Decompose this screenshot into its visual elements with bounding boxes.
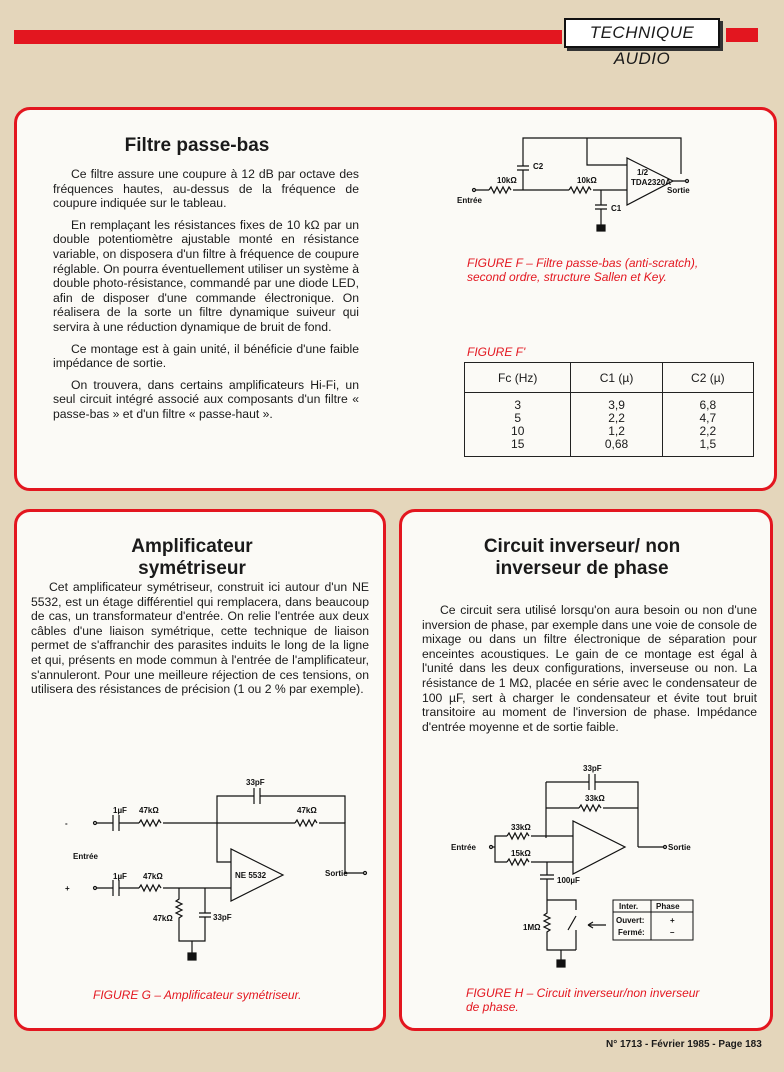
chip-label: 1/2	[637, 168, 649, 177]
phase-value: –	[670, 928, 675, 937]
r-plus-label: 15kΩ	[511, 849, 531, 858]
c2-label: C2	[533, 162, 544, 171]
c1-values: 3,9 2,2 1,2 0,68	[571, 393, 662, 457]
table-header: Fc (Hz)	[465, 363, 571, 393]
figure-g-caption: FIGURE G – Amplificateur symétriseur.	[93, 988, 302, 1002]
output-label: Sortie	[667, 186, 690, 195]
c1-label: C1	[611, 204, 622, 213]
paragraph: On trouvera, dans certains amplificateurs Hi-Fi, un seul circuit intégré associé aux composants d'un filtre « passe-bas » et d'un filtre « passe-haut ».	[53, 377, 359, 421]
r1-label: 10kΩ	[497, 176, 517, 185]
r-in-label: 47kΩ	[139, 806, 159, 815]
figure-f-prime-caption: FIGURE F'	[467, 345, 526, 359]
output-label: Sortie	[325, 869, 348, 878]
c-gnd-label: 33pF	[213, 913, 232, 922]
filtre-text	[53, 167, 359, 429]
r-minus-label: 33kΩ	[511, 823, 531, 832]
inverseur-text	[422, 603, 757, 741]
panel-filtre-passe-bas	[14, 107, 777, 491]
cutoff-table	[464, 362, 754, 457]
chip-label: NE 5532	[235, 871, 267, 880]
header-red-bar	[14, 30, 562, 44]
r2-label: 10kΩ	[577, 176, 597, 185]
ampli-text	[31, 580, 369, 704]
section-label: TECHNIQUE AUDIO	[564, 18, 720, 48]
paragraph: Cet amplificateur symétriseur, construit ici autour d'un NE 5532, est un étage différentiel qui remplacera, dans beaucoup de cas, un transformateur d'entrée. On relie l'entrée aux deux câbles d'une liaison symétrique, cette technique de liaison permet de s'affranchir des parasites induits le long de la ligne et qui, présents en mode commun à l'entrée de l'amplificateur, s'annuleront. Pour une meilleure réjection de ces tensions, on utilisera des résistances de précision (1 ou 2 % par exemple).	[31, 580, 369, 697]
switch-state: Fermé:	[618, 928, 645, 937]
panel-amplificateur	[14, 509, 386, 1031]
table-header: C1 (µ)	[571, 363, 662, 393]
schematic-figure-g	[53, 763, 373, 963]
fc-values: 3 5 10 15	[465, 393, 571, 457]
paragraph: En remplaçant les résistances fixes de 10 kΩ par un double potentiomètre ajustable monté en résistance variable, on disposera d'un filtre à fréquence de coupure réglable. On pourra éventuellement utiliser un système à double photo-résistance, commandé par une diode LED, afin de disposer d'une commande électronique. On réalisera de la sorte un filtre dynamique suiveur qui servira à une réduction dynamique de bruit de fond.	[53, 217, 359, 334]
switch-state: Ouvert:	[616, 916, 645, 925]
cap-label: 100µF	[557, 876, 580, 885]
c2-values: 6,8 4,7 2,2 1,5	[662, 393, 753, 457]
ampli-title: Amplificateur symétriseur	[131, 536, 253, 579]
figure-f-caption: FIGURE F – Filtre passe-bas (anti-scratch), second ordre, structure Sallen et Key.	[467, 256, 699, 284]
schematic-figure-f	[445, 133, 745, 233]
header-red-bar-end	[726, 28, 758, 42]
figure-h-caption: FIGURE H – Circuit inverseur/non inverseur de phase.	[466, 986, 700, 1014]
r-gnd-label: 47kΩ	[153, 914, 173, 923]
output-label: Sortie	[668, 843, 691, 852]
schematic-figure-h	[443, 758, 743, 988]
filtre-title: Filtre passe-bas	[124, 135, 270, 156]
switch-table-header: Inter.	[619, 902, 639, 911]
inverseur-title: Circuit inverseur/ non inverseur de phase	[483, 536, 681, 579]
paragraph: Ce montage est à gain unité, il bénéficie d'une faible impédance de sortie.	[53, 341, 359, 371]
r-fb-label: 33kΩ	[585, 794, 605, 803]
chip-label: TDA2320A	[631, 178, 672, 187]
paragraph: Ce circuit sera utilisé lorsqu'on aura besoin ou non d'une inversion de phase, par exemple dans une voie de console de mixage ou dans un filtre électronique de séparation pour enceintes acoustiques. Le gain de ce montage est égal à l'unité dans les deux configurations, inverseuse ou non. La résistance de 1 MΩ, placée en série avec le condensateur de 100 µF, sert à charger le condensateur et évite tout bruit transitoire au moment de l'inversion de phase. Impédance d'entrée moyenne et de sortie faible.	[422, 603, 757, 734]
c-fb-label: 33pF	[583, 764, 602, 773]
plus-label: +	[65, 884, 70, 893]
phase-value: +	[670, 916, 675, 925]
c-in-label: 1µF	[113, 872, 127, 881]
input-label: Entrée	[457, 196, 482, 205]
c-fb-label: 33pF	[246, 778, 265, 787]
r-fb-label: 47kΩ	[297, 806, 317, 815]
c-in-label: 1µF	[113, 806, 127, 815]
minus-label: -	[65, 819, 68, 828]
switch-table-header: Phase	[656, 902, 680, 911]
page-footer: N° 1713 - Février 1985 - Page 183	[606, 1039, 762, 1050]
r-sw-label: 1MΩ	[523, 923, 541, 932]
paragraph: Ce filtre assure une coupure à 12 dB par octave des fréquences hautes, au-dessus de la fréquence de coupure indiquée sur le tableau.	[53, 167, 359, 211]
input-label: Entrée	[451, 843, 476, 852]
panel-inverseur	[399, 509, 773, 1031]
table-header: C2 (µ)	[662, 363, 753, 393]
r-in-label: 47kΩ	[143, 872, 163, 881]
input-label: Entrée	[73, 852, 98, 861]
